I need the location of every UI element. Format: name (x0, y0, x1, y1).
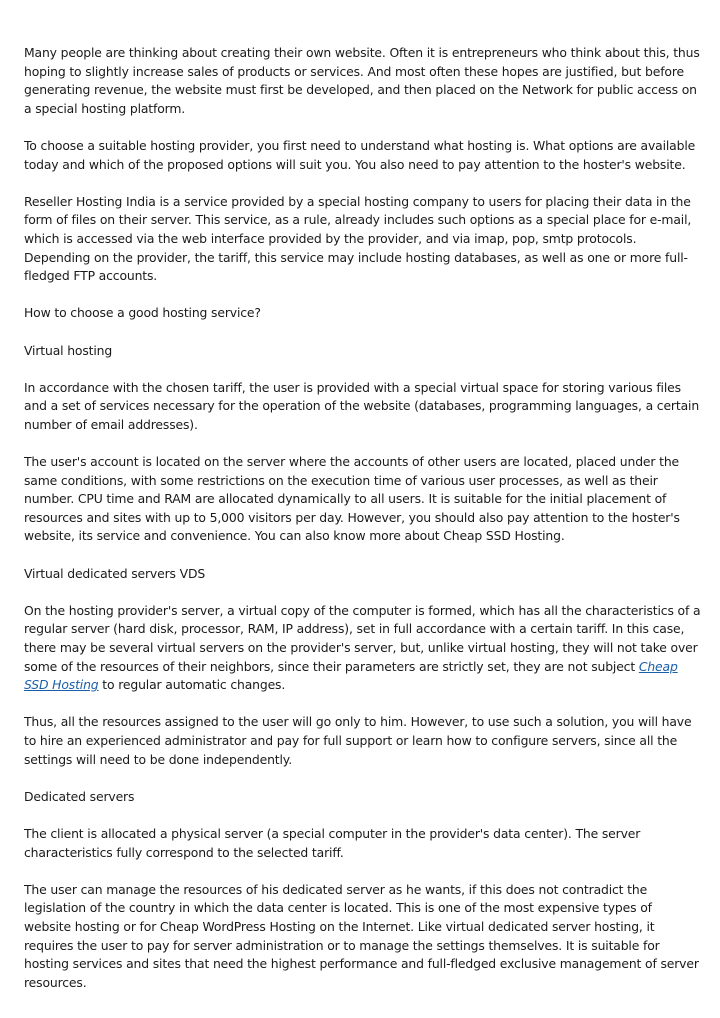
dedicated-paragraph-2: The user can manage the resources of his dedicated server as he wants, if this does not contradict the legislation of the country in which the data center is located. This is one of the most expensive types of website hosting or for Cheap WordPress Hosting on the Internet. Like virtual dedicated server hosting, it requires the user to pay for server administration or to manage the settings themselves. It is suitable for hosting services and sites that need the highest performance and full-fledged exclusive management of server resources. (24, 881, 699, 990)
dedicated-servers-heading: Dedicated servers (24, 788, 135, 804)
intro-paragraph: Many people are thinking about creating their own website. Often it is entrepreneurs who think about this, thus hoping to slightly increase sales of products or services. And most often these hopes are justified, but before generating revenue, the website must first be developed, and then placed on the Network for public access on a special hosting platform. (24, 45, 700, 116)
virtual-hosting-paragraph-2: The user's account is located on the server where the accounts of other users are located, placed under the same conditions, with some restrictions on the execution time of various user processes, as well as their number. CPU time and RAM are allocated dynamically to all users. It is suitable for the initial placement of resources and sites with up to 5,000 visitors per day. However, you should also pay attention to the hoster's website, its service and convenience. You can also know more about Cheap SSD Hosting. (24, 454, 680, 544)
vds-heading: Virtual dedicated servers VDS (24, 565, 206, 581)
virtual-hosting-heading: Virtual hosting (24, 342, 113, 358)
virtual-hosting-paragraph-1: In accordance with the chosen tariff, the user is provided with a special virtual space for storing various files and a set of services necessary for the operation of the website (databases, programming languages, a certain number of email addresses). (24, 379, 700, 432)
hosting-definition-paragraph: To choose a suitable hosting provider, you first need to understand what hosting is. What options are available today and which of the proposed options will suit you. You also need to pay attention to the hoster's website. (24, 137, 696, 172)
vds-paragraph-1 (24, 602, 702, 695)
cheap-ssd-hosting-link[interactable]: Cheap SSD Hosting (24, 658, 678, 693)
dedicated-paragraph-1: The client is allocated a physical server (a special computer in the provider's data center). The server characteristics fully correspond to the selected tariff. (24, 825, 641, 860)
vds-paragraph-1-text-after: to regular automatic changes. (98, 677, 286, 693)
choose-hosting-question: How to choose a good hosting service? (24, 305, 261, 321)
reseller-hosting-paragraph: Reseller Hosting India is a service provided by a special hosting company to users for placing their data in the form of files on their server. This service, as a rule, already includes such options as a special place for e-mail, which is accessed via the web interface provided by the provider, and via imap, pop, smtp protocols. Depending on the provider, the tariff, this service may include hosting databases, as well as one or more full-fledged FTP accounts. (24, 193, 692, 284)
vds-paragraph-1-text-before: On the hosting provider's server, a virtual copy of the computer is formed, which has all the characteristics of a regular server (hard disk, processor, RAM, IP address), set in full accordance with a certain tariff. In this case, there may be several virtual servers on the provider's server, but, unlike virtual hosting, they will not take over some of the resources of their neighbors, since their parameters are strictly set, they are not subject (24, 602, 701, 674)
vds-paragraph-2: Thus, all the resources assigned to the user will go only to him. However, to use such a solution, you will have to hire an experienced administrator and pay for full support or learn how to configure servers, since all the settings will need to be done independently. (24, 714, 692, 767)
